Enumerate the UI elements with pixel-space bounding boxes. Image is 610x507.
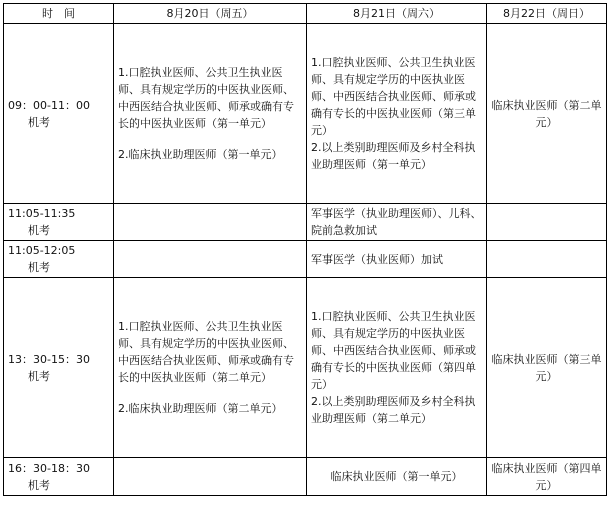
aug21-cell: 军事医学（执业助理医师）、儿科、院前急救加试	[307, 204, 487, 241]
aug21-cell: 军事医学（执业医师）加试	[307, 241, 487, 278]
aug20-cell	[114, 204, 307, 241]
exam-schedule-table	[3, 3, 607, 496]
table-row	[4, 458, 607, 496]
header-aug20: 8月20日（周五）	[114, 4, 307, 24]
time-cell: 13：30-15：30 机考	[4, 278, 114, 458]
time-cell: 16：30-18：30 机考	[4, 458, 114, 496]
aug20-cell: 1.口腔执业医师、公共卫生执业医师、具有规定学历的中医执业医师、中西医结合执业医师、师承或确有专长的中医执业医师（第二单元） 2.临床执业助理医师（第二单元）	[114, 278, 307, 458]
header-row	[4, 4, 607, 24]
aug22-cell: 临床执业医师（第二单元）	[487, 24, 607, 204]
aug21-cell: 临床执业医师（第一单元）	[307, 458, 487, 496]
time-cell: 11:05-11:35 机考	[4, 204, 114, 241]
aug22-cell	[487, 204, 607, 241]
table-row	[4, 278, 607, 458]
time-cell: 09：00-11：00 机考	[4, 24, 114, 204]
table-row	[4, 24, 607, 204]
aug22-cell: 临床执业医师（第三单元）	[487, 278, 607, 458]
table-row	[4, 204, 607, 241]
header-aug21: 8月21日（周六）	[307, 4, 487, 24]
aug21-cell: 1.口腔执业医师、公共卫生执业医师、具有规定学历的中医执业医师、中西医结合执业医师、师承或确有专长的中医执业医师（第四单元） 2.以上类别助理医师及乡村全科执业助理医师（第二单元）	[307, 278, 487, 458]
time-cell: 11:05-12:05 机考	[4, 241, 114, 278]
table-row	[4, 241, 607, 278]
aug21-cell: 1.口腔执业医师、公共卫生执业医师、具有规定学历的中医执业医师、中西医结合执业医师、师承或确有专长的中医执业医师（第三单元） 2.以上类别助理医师及乡村全科执业助理医师（第一单元）	[307, 24, 487, 204]
aug20-cell: 1.口腔执业医师、公共卫生执业医师、具有规定学历的中医执业医师、中西医结合执业医师、师承或确有专长的中医执业医师（第一单元） 2.临床执业助理医师（第一单元）	[114, 24, 307, 204]
header-aug22: 8月22日（周日）	[487, 4, 607, 24]
header-time: 时 间	[4, 4, 114, 24]
aug20-cell	[114, 241, 307, 278]
aug22-cell	[487, 241, 607, 278]
aug20-cell	[114, 458, 307, 496]
aug22-cell: 临床执业医师（第四单元）	[487, 458, 607, 496]
